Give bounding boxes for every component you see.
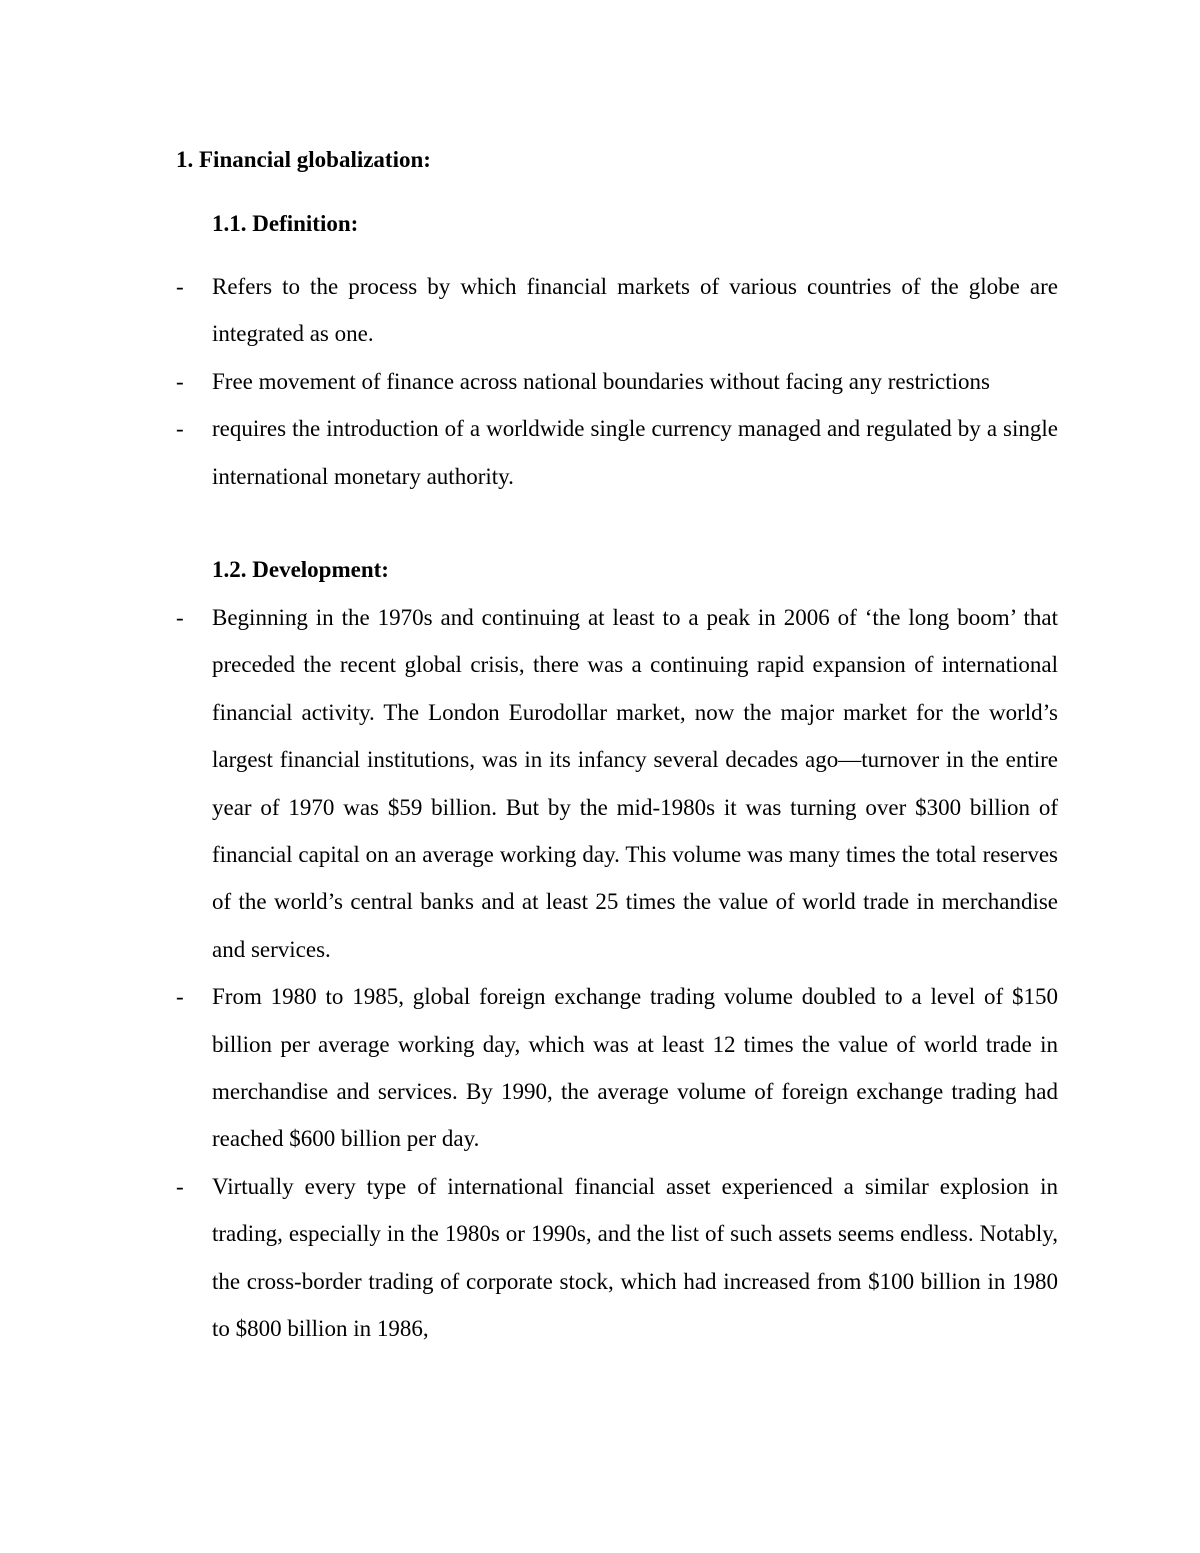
bullet-marker: -: [176, 1173, 184, 1199]
bullet-marker: -: [176, 605, 184, 630]
definition-heading: 1.1. Definition:: [212, 211, 359, 236]
definition-bullet: [176, 405, 1058, 500]
bullet-marker: -: [176, 416, 184, 442]
definition-list: [176, 263, 1058, 500]
bullet-text: Refers to the process by which financial markets of various countries of the globe are integrated as one.: [212, 274, 1058, 347]
bullet-marker: -: [176, 368, 184, 394]
development-heading: 1.2. Development:: [212, 557, 389, 582]
definition-bullet: [176, 263, 1058, 358]
section-title: 1. Financial globalization:: [176, 147, 431, 172]
development-bullet: [176, 594, 1058, 973]
bullet-text: Free movement of finance across national boundaries without facing any restrictions: [212, 368, 990, 394]
bullet-text: From 1980 to 1985, global foreign exchange trading volume doubled to a level of $150 billion per average working day, which was at least 12 times the value of world trade in merchandise and services. By 1990, the average volume of foreign exchange trading had reached $600 billion per day.: [212, 984, 1058, 1152]
development-bullet: [176, 1163, 1058, 1353]
bullet-marker: -: [176, 274, 184, 299]
bullet-text: Virtually every type of international financial asset experienced a similar explosion in trading, especially in the 1980s or 1990s, and the list of such assets seems endless. Notably, the cross-border trading of corporate stock, which had increased from $100 billion in 1980 to $800 billion in 1986,: [212, 1173, 1058, 1342]
bullet-marker: -: [176, 984, 184, 1010]
bullet-text: requires the introduction of a worldwide single currency managed and regulated by a single international monetary authority.: [212, 416, 1058, 489]
development-bullet: [176, 973, 1058, 1163]
bullet-text: Beginning in the 1970s and continuing at least to a peak in 2006 of ‘the long boom’ that preceded the recent global crisis, there was a continuing rapid expansion of international financial activity. The London Eurodollar market, now the major market for the world’s largest financial institutions, was in its infancy several decades ago—turnover in the entire year of 1970 was $59 billion. But by the mid-1980s it was turning over $300 billion of financial capital on an average working day. This volume was many times the total reserves of the world’s central banks and at least 25 times the value of world trade in merchandise and services.: [212, 605, 1058, 962]
development-list: [176, 594, 1058, 1353]
definition-bullet: [176, 358, 1058, 405]
